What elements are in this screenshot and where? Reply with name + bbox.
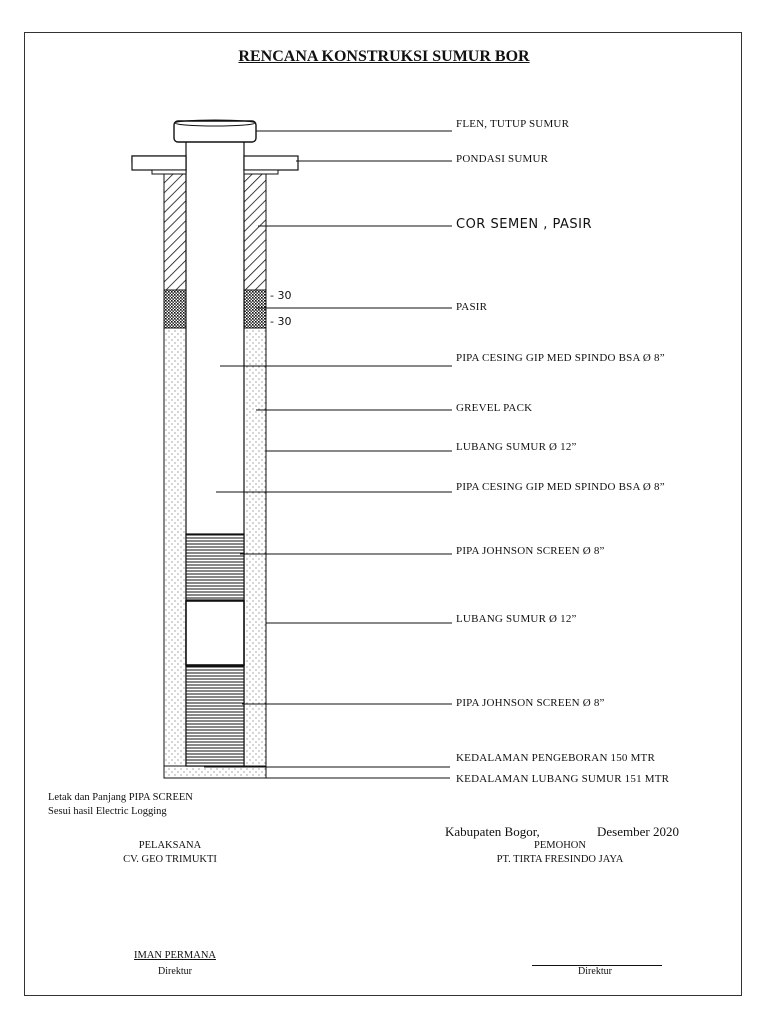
well-cap bbox=[174, 121, 256, 142]
label-well-cap: FLEN, TUTUP SUMUR bbox=[456, 118, 570, 130]
label-gravel-pack: GREVEL PACK bbox=[456, 402, 533, 414]
sand-left bbox=[164, 290, 186, 328]
note-line-2: Sesui hasil Electric Logging bbox=[48, 806, 167, 817]
right-role: PEMOHON bbox=[534, 840, 586, 851]
label-drilling-depth: KEDALAMAN PENGEBORAN 150 MTR bbox=[456, 752, 656, 764]
depth-mark-1: - 30 bbox=[270, 289, 292, 302]
document-title: RENCANA KONSTRUKSI SUMUR BOR bbox=[238, 48, 530, 65]
cement-sand-left bbox=[164, 172, 186, 290]
left-company: CV. GEO TRIMUKTI bbox=[123, 854, 217, 865]
label-foundation: PONDASI SUMUR bbox=[456, 153, 549, 165]
label-screen-2: PIPA JOHNSON SCREEN Ø 8” bbox=[456, 697, 605, 709]
left-signer: IMAN PERMANA bbox=[134, 950, 216, 961]
label-casing-1: PIPA CESING GIP MED SPINDO BSA Ø 8” bbox=[456, 352, 665, 364]
sand-right bbox=[244, 290, 266, 328]
place: Kabupaten Bogor, bbox=[445, 824, 540, 839]
label-borehole-2: LUBANG SUMUR Ø 12” bbox=[456, 613, 577, 625]
label-casing-2: PIPA CESING GIP MED SPINDO BSA Ø 8” bbox=[456, 481, 665, 493]
depth-mark-2: - 30 bbox=[270, 315, 292, 328]
foundation-right bbox=[244, 156, 298, 170]
gravel-pack-bottom bbox=[164, 766, 266, 778]
label-cement-sand: COR SEMEN , PASIR bbox=[456, 217, 593, 232]
left-role: PELAKSANA bbox=[138, 840, 202, 851]
johnson-screen-upper bbox=[186, 534, 244, 600]
note-line-1: Letak dan Panjang PIPA SCREEN bbox=[48, 792, 193, 803]
gravel-pack-right bbox=[244, 328, 266, 778]
blank-pipe-section bbox=[186, 601, 244, 665]
date: Desember 2020 bbox=[597, 824, 679, 839]
label-borehole-1: LUBANG SUMUR Ø 12” bbox=[456, 441, 577, 453]
right-signer-title: Direktur bbox=[578, 966, 612, 977]
johnson-screen-lower bbox=[186, 666, 244, 766]
label-sand: PASIR bbox=[456, 301, 488, 313]
left-signer-title: Direktur bbox=[158, 966, 192, 977]
label-screen-1: PIPA JOHNSON SCREEN Ø 8” bbox=[456, 545, 605, 557]
label-well-depth: KEDALAMAN LUBANG SUMUR 151 MTR bbox=[456, 773, 670, 785]
gravel-pack-left bbox=[164, 328, 186, 778]
cement-sand-right bbox=[244, 172, 266, 290]
right-company: PT. TIRTA FRESINDO JAYA bbox=[496, 854, 624, 865]
